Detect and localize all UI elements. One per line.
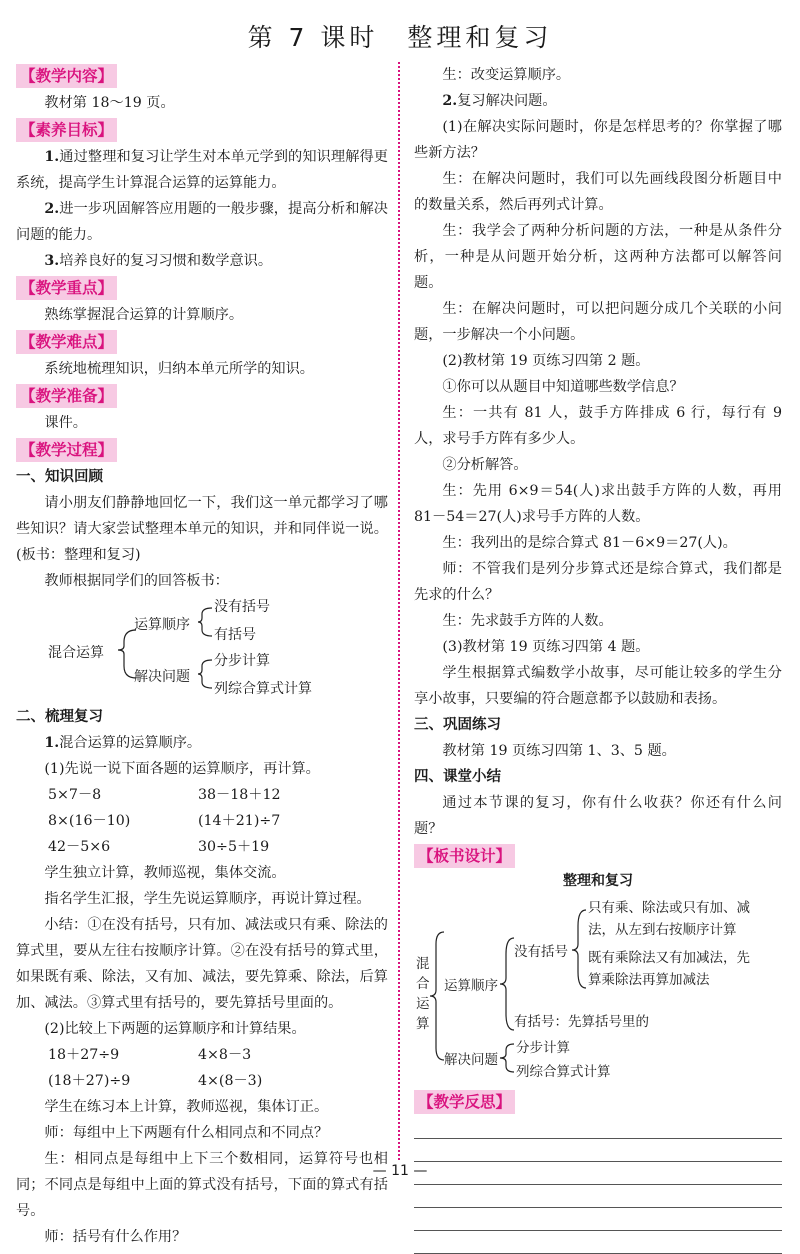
para-8: 生：相同点是每组中上下三个数相同，运算符号也相同；不同点是每组中上面的算式没有括号，下面的算式有括号。 [16,1151,388,1219]
q-12: 师：不管我们是列分步算式还是综合算式，我们都是先求的什么？ [414,561,782,603]
expression-grid-2 [16,1042,388,1094]
heading-goals: 【素养目标】 [16,118,117,142]
tree-root: 混合运算 [48,645,104,661]
q-10: 生：先用 6×9＝54(人)求出鼓手方阵的人数，再用 81－54＝27(人)求号手方阵的人数。 [414,483,782,525]
writing-line [414,1139,782,1162]
expression: 38－18＋12 [198,787,281,803]
tree-leaf-combined: 列综合算式计算 [214,681,312,697]
board-title: 整理和复习 [563,873,633,889]
expression: 18＋27÷9 [48,1047,120,1063]
right-column [414,62,782,1254]
expression: 8×(16－10) [48,813,131,829]
q-14: (3)教材第 19 页练习四第 4 题。 [442,639,650,655]
tree-branch-order: 运算顺序 [134,617,190,633]
reflection-lines [414,1116,782,1254]
q-2: (1)在解决实际问题时，你是怎样思考的？你掌握了哪些新方法？ [414,119,782,161]
board-bracket: 有括号：先算括号里的 [514,1014,649,1030]
board-rule-2b: 算乘除法再算加减法 [588,972,710,988]
heading-process: 【教学过程】 [16,438,117,462]
board-rule-2a: 既有乘除法又有加减法，先 [588,950,750,966]
q-16: 教材第 19 页练习四第 1、3、5 题。 [442,743,676,759]
expression-grid-1 [16,782,388,860]
writing-line [414,1185,782,1208]
board-tree [414,892,782,1092]
heading-board: 【板书设计】 [414,844,515,868]
board-root-1: 混 [416,956,430,972]
board-root-3: 运 [416,996,430,1012]
board-rule-1b: 法，从左到右按顺序计算 [588,922,737,938]
left-column [16,62,388,1250]
goal-1: 1.通过整理和复习让学生对本单元学到的知识理解得更系统，提高学生计算混合运算的运算能力。 [16,149,388,191]
para-2: 教师根据同学们的回答板书： [44,573,229,589]
q-13: 生：先求鼓手方阵的人数。 [442,613,613,629]
para-3: 学生独立计算，教师巡视，集体交流。 [44,865,286,881]
writing-line [414,1208,782,1231]
board-root-4: 算 [416,1016,430,1032]
difficulty-text: 系统地梳理知识，归纳本单元所学的知识。 [44,361,314,377]
expression: 42－5×6 [48,839,111,855]
para-1: 请小朋友们静静地回忆一下，我们这一单元都学习了哪些知识？请大家尝试整理本单元的知识，并和同伴说一说。(板书：整理和复习) [16,495,388,563]
board-root-2: 合 [416,976,430,992]
writing-line [414,1116,782,1139]
section-2: 二、梳理复习 [16,709,103,725]
para-9: 师：括号有什么作用？ [44,1229,187,1245]
tree-leaf-nobracket: 没有括号 [214,599,270,615]
q-8: 生：一共有 81 人，鼓手方阵排成 6 行，每行有 9 人，求号手方阵有多少人。 [414,405,782,447]
expression: (14＋21)÷7 [198,813,281,829]
para-summary: 小结：①在没有括号，只有加、减法或只有乘、除法的算式里，要从左往右按顺序计算。②在没有括号的算式里，如果既有乘、除法，又有加、减法，要先算乘、除法，后算加、减法。③算式里有括号的，要先算括号里面的。 [16,917,388,1011]
tree-leaf-step: 分步计算 [214,653,270,669]
board-solve-step: 分步计算 [516,1040,570,1056]
section-1: 一、知识回顾 [16,469,103,485]
page-number: — 11 — [372,1163,428,1179]
q-3: 生：在解决问题时，我们可以先画线段图分析题目中的数量关系，然后再列式计算。 [414,171,782,213]
q-17: 通过本节课的复习，你有什么收获？你还有什么问题？ [414,795,782,837]
q-11: 生：我列出的是综合算式 81－6×9＝27(人)。 [442,535,737,551]
tree-branch-solve: 解决问题 [134,669,190,685]
board-solve-combined: 列综合算式计算 [516,1064,611,1080]
goal-3: 3.培养良好的复习习惯和数学意识。 [44,253,273,269]
content-text: 教材第 18～19 页。 [44,95,175,111]
board-rule-1a: 只有乘、除法或只有加、减 [588,900,750,916]
heading-difficulty: 【教学难点】 [16,330,117,354]
expression: 30÷5＋19 [198,839,270,855]
board-solve: 解决问题 [444,1052,498,1068]
expression: 4×8－3 [198,1047,252,1063]
writing-line [414,1231,782,1254]
prep-text: 课件。 [44,415,87,431]
q-7: ①你可以从题目中知道哪些数学信息？ [442,379,684,395]
q-15: 学生根据算式编数学小故事，尽可能让较多的学生分享小故事，只要编的符合题意都予以鼓励和表扬。 [414,665,782,707]
key-text: 熟练掌握混合运算的计算顺序。 [44,307,244,323]
heading-key: 【教学重点】 [16,276,117,300]
knowledge-tree [16,594,388,704]
para-6: 学生在练习本上计算，教师巡视，集体订正。 [44,1099,329,1115]
board-order: 运算顺序 [444,978,498,994]
expression: (18＋27)÷9 [48,1073,131,1089]
heading-prep: 【教学准备】 [16,384,117,408]
q-1: 生：改变运算顺序。 [442,67,571,83]
review-1b: (2)比较上下两题的运算顺序和计算结果。 [44,1021,306,1037]
expression: 5×7－8 [48,787,102,803]
heading-reflection: 【教学反思】 [414,1090,515,1114]
section-3: 三、巩固练习 [414,717,501,733]
q-6: (2)教材第 19 页练习四第 2 题。 [442,353,650,369]
column-divider [398,62,400,1160]
expression: 4×(8－3) [198,1073,263,1089]
q-9: ②分析解答。 [442,457,528,473]
review-1: 1.混合运算的运算顺序。 [44,735,202,751]
board-nobracket: 没有括号 [514,944,568,960]
goal-2: 2.进一步巩固解答应用题的一般步骤，提高分析和解决问题的能力。 [16,201,388,243]
review-1a: (1)先说一说下面各题的运算顺序，再计算。 [44,761,320,777]
para-7: 师：每组中上下两题有什么相同点和不同点？ [44,1125,329,1141]
heading-content: 【教学内容】 [16,64,117,88]
q-4: 生：我学会了两种分析问题的方法，一种是从条件分析，一种是从问题开始分析，这两种方法都可以解答问题。 [414,223,782,291]
para-4: 指名学生汇报，学生先说运算顺序，再说计算过程。 [44,891,371,907]
section-4: 四、课堂小结 [414,769,501,785]
tree-leaf-bracket: 有括号 [214,627,256,643]
q-5: 生：在解决问题时，可以把问题分成几个关联的小问题，一步解决一个小问题。 [414,301,782,343]
review-2: 2.复习解决问题。 [442,93,557,109]
page-title: 第 7 课时 整理和复习 [247,23,553,52]
